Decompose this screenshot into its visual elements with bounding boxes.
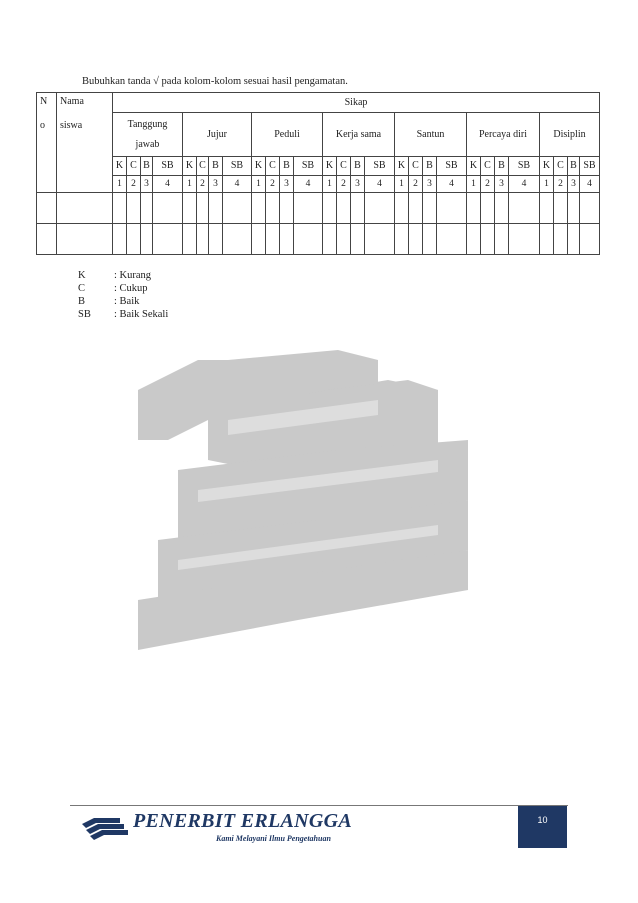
- legend-desc: : Cukup: [114, 283, 148, 294]
- no-header-line-2: o: [40, 120, 45, 131]
- category-label-line-2: jawab: [135, 138, 160, 150]
- instruction-text: Bubuhkan tanda √ pada kolom-kolom sesuai hasil pengamatan.: [82, 76, 348, 87]
- checkbox-cell[interactable]: [141, 193, 153, 224]
- name-header-line-1: Nama: [60, 96, 84, 107]
- checkbox-cell[interactable]: [323, 193, 337, 224]
- grade-score-cell: 3: [351, 176, 365, 193]
- checkbox-cell[interactable]: [337, 224, 351, 255]
- grade-code-cell: K: [467, 157, 481, 176]
- no-header-line-1: N: [40, 96, 48, 107]
- checkbox-cell[interactable]: [141, 224, 153, 255]
- checkbox-cell[interactable]: [351, 193, 365, 224]
- checkbox-cell[interactable]: [481, 193, 495, 224]
- grade-score-cell: 4: [153, 176, 183, 193]
- grade-score-cell: 1: [395, 176, 409, 193]
- grade-score-row: [37, 176, 600, 193]
- legend-desc: : Kurang: [114, 270, 152, 281]
- category-jujur: Jujur: [183, 113, 252, 157]
- grade-score-cell: 3: [209, 176, 223, 193]
- legend-code: C: [78, 283, 86, 294]
- grade-score-cell: 4: [509, 176, 540, 193]
- grade-code-cell: SB: [580, 157, 600, 176]
- category-label-line-1: Tanggung: [127, 118, 168, 130]
- category-kerja-sama: Kerja sama: [323, 113, 395, 157]
- checkbox-cell[interactable]: [467, 224, 481, 255]
- legend-item: [78, 308, 168, 321]
- brand-tagline: Kami Melayani Ilmu Pengetahuan: [216, 834, 331, 843]
- grade-score-cell: 4: [294, 176, 323, 193]
- checkbox-cell[interactable]: [294, 224, 323, 255]
- grade-score-cell: 1: [183, 176, 197, 193]
- attitude-observation-table: [36, 92, 600, 255]
- checkbox-cell[interactable]: [127, 193, 141, 224]
- grade-score-cell: 2: [266, 176, 280, 193]
- grade-score-cell: 3: [568, 176, 580, 193]
- checkbox-cell[interactable]: [509, 193, 540, 224]
- grade-score-cell: 4: [365, 176, 395, 193]
- checkbox-cell[interactable]: [495, 193, 509, 224]
- category-percaya-diri: Percaya diri: [467, 113, 540, 157]
- grade-code-cell: SB: [153, 157, 183, 176]
- grade-score-cell: 3: [280, 176, 294, 193]
- grade-score-cell: 3: [495, 176, 509, 193]
- checkbox-cell[interactable]: [580, 224, 600, 255]
- category-disiplin: Disiplin: [540, 113, 600, 157]
- grade-code-cell: B: [141, 157, 153, 176]
- grade-score-cell: 1: [467, 176, 481, 193]
- erlangga-watermark-icon: [138, 350, 478, 650]
- checkbox-cell[interactable]: [395, 193, 409, 224]
- category-santun: Santun: [395, 113, 467, 157]
- legend-desc: : Baik Sekali: [114, 309, 169, 320]
- legend-item: [78, 295, 168, 308]
- checkbox-cell[interactable]: [409, 193, 423, 224]
- grade-code-cell: SB: [509, 157, 540, 176]
- checkbox-cell[interactable]: [252, 224, 266, 255]
- checkbox-cell[interactable]: [153, 193, 183, 224]
- checkbox-cell[interactable]: [252, 193, 266, 224]
- checkbox-cell[interactable]: [554, 193, 568, 224]
- grade-score-cell: 4: [580, 176, 600, 193]
- grade-code-cell: B: [209, 157, 223, 176]
- grade-score-cell: 3: [423, 176, 437, 193]
- checkbox-cell[interactable]: [395, 224, 409, 255]
- grade-code-cell: K: [113, 157, 127, 176]
- grade-score-cell: 4: [437, 176, 467, 193]
- grade-code-cell: B: [568, 157, 580, 176]
- checkbox-cell[interactable]: [183, 193, 197, 224]
- checkbox-cell[interactable]: [294, 193, 323, 224]
- student-row: [37, 193, 600, 224]
- checkbox-cell[interactable]: [280, 193, 294, 224]
- grade-code-cell: SB: [223, 157, 252, 176]
- grade-code-cell: K: [252, 157, 266, 176]
- grade-code-cell: C: [127, 157, 141, 176]
- checkbox-cell[interactable]: [423, 224, 437, 255]
- checkbox-cell[interactable]: [197, 224, 209, 255]
- page-number-box: [518, 806, 567, 848]
- checkbox-cell[interactable]: [266, 224, 280, 255]
- grade-score-cell: 2: [554, 176, 568, 193]
- checkbox-cell[interactable]: [209, 224, 223, 255]
- checkbox-cell[interactable]: [365, 193, 395, 224]
- checkbox-cell[interactable]: [509, 224, 540, 255]
- grade-code-cell: K: [540, 157, 554, 176]
- student-name-cell: [57, 193, 113, 224]
- checkbox-cell[interactable]: [554, 224, 568, 255]
- checkbox-cell[interactable]: [323, 224, 337, 255]
- checkbox-cell[interactable]: [437, 193, 467, 224]
- checkbox-cell[interactable]: [580, 193, 600, 224]
- checkbox-cell[interactable]: [183, 224, 197, 255]
- category-peduli: Peduli: [252, 113, 323, 157]
- student-no-cell: [37, 224, 57, 255]
- grade-code-cell: SB: [437, 157, 467, 176]
- grade-code-cell: K: [323, 157, 337, 176]
- no-header: [37, 93, 57, 193]
- student-no-cell: [37, 193, 57, 224]
- grade-code-cell: C: [409, 157, 423, 176]
- grade-code-cell: C: [197, 157, 209, 176]
- legend-code: B: [78, 296, 86, 307]
- legend-item: [78, 269, 168, 282]
- checkbox-cell[interactable]: [437, 224, 467, 255]
- grade-code-cell: B: [351, 157, 365, 176]
- sikap-header: Sikap: [113, 93, 600, 113]
- name-header: [57, 93, 113, 193]
- grade-code-row: [37, 157, 600, 176]
- name-header-line-2: siswa: [60, 120, 83, 131]
- checkbox-cell[interactable]: [266, 193, 280, 224]
- grade-score-cell: 2: [197, 176, 209, 193]
- checkbox-cell[interactable]: [223, 193, 252, 224]
- checkbox-cell[interactable]: [209, 193, 223, 224]
- grade-score-cell: 1: [323, 176, 337, 193]
- student-row: [37, 224, 600, 255]
- grade-score-cell: 1: [252, 176, 266, 193]
- student-name-cell: [57, 224, 113, 255]
- grade-code-cell: C: [481, 157, 495, 176]
- checkbox-cell[interactable]: [540, 193, 554, 224]
- grade-code-cell: C: [337, 157, 351, 176]
- grade-legend: [78, 269, 168, 321]
- checkbox-cell[interactable]: [197, 193, 209, 224]
- checkbox-cell[interactable]: [495, 224, 509, 255]
- checkbox-cell[interactable]: [568, 224, 580, 255]
- grade-code-cell: K: [183, 157, 197, 176]
- legend-desc: : Baik: [114, 296, 140, 307]
- grade-code-cell: C: [266, 157, 280, 176]
- grade-score-cell: 2: [409, 176, 423, 193]
- page-number: 10: [537, 815, 548, 825]
- grade-score-cell: 1: [113, 176, 127, 193]
- grade-score-cell: 2: [337, 176, 351, 193]
- checkbox-cell[interactable]: [365, 224, 395, 255]
- legend-item: [78, 282, 168, 295]
- grade-score-cell: 2: [127, 176, 141, 193]
- grade-score-cell: 4: [223, 176, 252, 193]
- checkbox-cell[interactable]: [467, 193, 481, 224]
- legend-code: K: [78, 270, 86, 281]
- checkbox-cell[interactable]: [223, 224, 252, 255]
- grade-code-cell: SB: [294, 157, 323, 176]
- brand-name: PENERBIT ERLANGGA: [133, 810, 353, 832]
- checkbox-cell[interactable]: [423, 193, 437, 224]
- grade-score-cell: 3: [141, 176, 153, 193]
- checkbox-cell[interactable]: [351, 224, 365, 255]
- checkbox-cell[interactable]: [113, 193, 127, 224]
- checkbox-cell[interactable]: [337, 193, 351, 224]
- checkbox-cell[interactable]: [280, 224, 294, 255]
- grade-code-cell: SB: [365, 157, 395, 176]
- checkbox-cell[interactable]: [153, 224, 183, 255]
- checkbox-cell[interactable]: [113, 224, 127, 255]
- legend-code: SB: [78, 309, 91, 320]
- grade-score-cell: 1: [540, 176, 554, 193]
- checkbox-cell[interactable]: [540, 224, 554, 255]
- checkbox-cell[interactable]: [481, 224, 495, 255]
- grade-code-cell: B: [423, 157, 437, 176]
- grade-code-cell: K: [395, 157, 409, 176]
- category-tanggung-jawab: [113, 113, 183, 157]
- grade-score-cell: 2: [481, 176, 495, 193]
- checkbox-cell[interactable]: [568, 193, 580, 224]
- grade-code-cell: B: [495, 157, 509, 176]
- grade-code-cell: C: [554, 157, 568, 176]
- checkbox-cell[interactable]: [127, 224, 141, 255]
- grade-code-cell: B: [280, 157, 294, 176]
- footer-divider: [70, 805, 568, 806]
- checkbox-cell[interactable]: [409, 224, 423, 255]
